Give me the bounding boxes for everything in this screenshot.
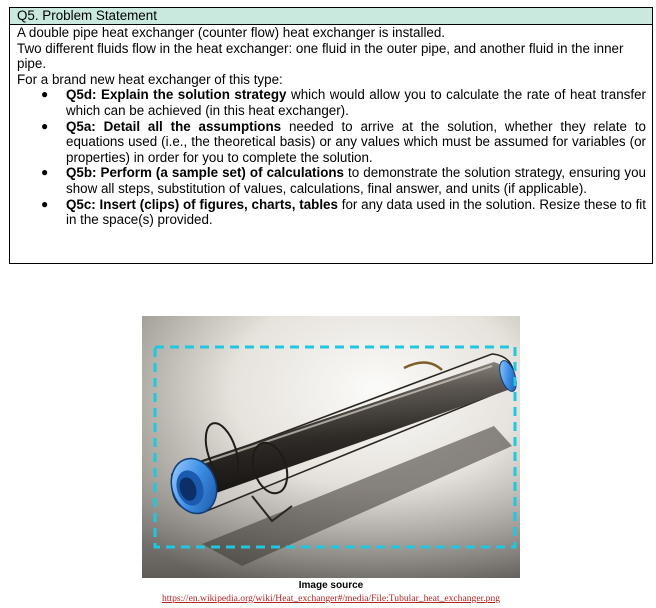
problem-statement-header: Q5. Problem Statement <box>10 8 652 25</box>
task-list <box>17 87 646 227</box>
task-title: Q5d: Explain the solution strategy <box>66 87 287 103</box>
task-item-q5a <box>17 119 646 166</box>
task-title: Q5a: Detail all the assumptions <box>66 118 282 134</box>
intro-line-1: A double pipe heat exchanger (counter flow) heat exchanger is installed. <box>17 25 446 40</box>
task-item-q5c <box>17 197 646 228</box>
task-text: needed to arrive at the solution, whether they relate to equations used (i.e., the theoretical basis) or any values which must be assumed for variables (or properties) in order for you to complete the solution. <box>66 118 647 165</box>
problem-statement-box <box>9 7 653 264</box>
task-text: for any data used in the solution. Resize these to fit in the space(s) provided. <box>66 196 646 228</box>
bullet-icon: ● <box>41 118 49 133</box>
task-item-q5d <box>17 87 646 118</box>
image-source-label: Image source <box>298 580 364 591</box>
heat-exchanger-image[interactable] <box>142 316 520 578</box>
bullet-icon: ● <box>41 165 49 180</box>
task-text: which would allow you to calculate the rate of heat transfer which can be achieved (in this heat exchanger). <box>66 87 646 118</box>
intro-line-2: Two different fluids flow in the heat exchanger: one fluid in the outer pipe, and another fluid in the inner pipe. <box>17 40 624 72</box>
bullet-icon: ● <box>41 87 49 102</box>
task-title: Q5b: Perform (a sample set) of calculations <box>66 165 345 181</box>
problem-statement-body <box>10 25 652 228</box>
task-text: to demonstrate the solution strategy, ensuring you show all steps, substitution of values, calculations, final answer, and units (if applicable). <box>66 165 646 196</box>
task-item-q5b <box>17 165 646 196</box>
intro-line-3: For a brand new heat exchanger of this type: <box>17 71 283 87</box>
bullet-icon: ● <box>41 196 49 211</box>
image-source-link[interactable]: https://en.wikipedia.org/wiki/Heat_exchanger#/media/File:Tubular_heat_exchanger.png <box>161 593 501 604</box>
task-title: Q5c: Insert (clips) of figures, charts, tables <box>66 196 338 212</box>
